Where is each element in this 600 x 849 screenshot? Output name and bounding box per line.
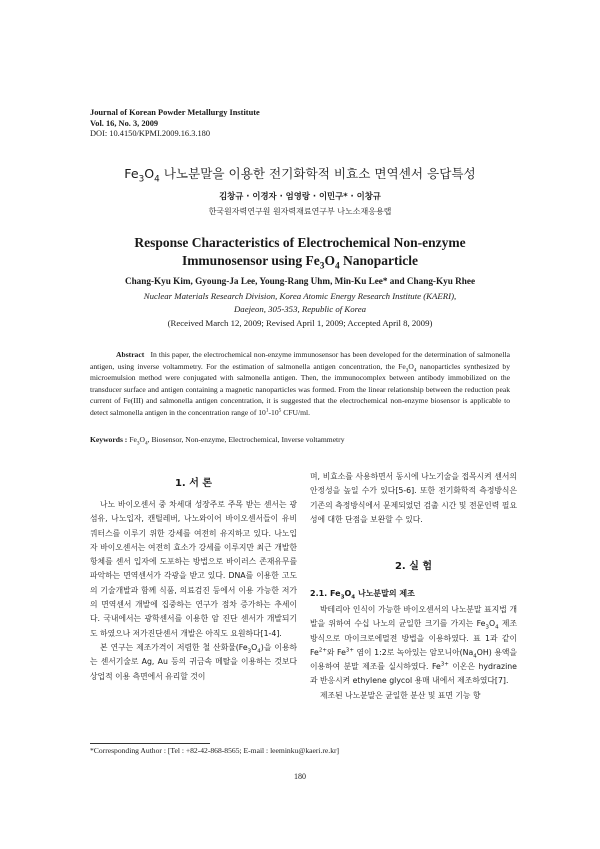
right-column-bottom [310,603,517,703]
section-2-paragraph-2: 제조된 나노분말은 균일한 분산 및 표면 기능 향 [320,690,481,700]
journal-volume: Vol. 16, No. 3, 2009 [90,118,159,128]
journal-doi: DOI: 10.4150/KPMI.2009.16.3.180 [90,129,211,139]
english-authors: Chang-Kyu Kim, Gyoung-Ja Lee, Young-Rang Uhm, Min-Ku Lee* and Chang-Kyu Rhee [124,276,476,286]
received-dates: (Received March 12, 2009; Revised April 1, 2009; Accepted April 8, 2009) [167,318,433,328]
abstract-label: Abstract [116,350,145,359]
journal-header [90,108,260,140]
right-column-paragraph: 며, 비효소를 사용하면서 동시에 나노기술을 접목시켜 센서의 안정성을 높일 수가 있다[5-6]. 또한 전기화학적 측정방식은 기존의 측정방식에서 문제되었던 검출 시간 및 전문인력 필요성에 대한 단점을 보완할 수 있다. [310,472,517,524]
journal-name: Journal of Korean Powder Metallurgy Institute [90,108,260,117]
keywords: Keywords : $Fe_3O_4$, Biosensor, Non-enzyme, Electrochemical, Inverse voltammetry [90,435,345,447]
section-1-paragraph-1: 나노 바이오센서 중 차세대 성장주로 주목 받는 센서는 광섬유, 나노입자, 캔틸레버, 나노와이어 바이오센서들이 유비쿼터스를 이루기 위한 강세를 여전히 유지하고 있다. 나노입자 바이오센서는 여전히 효소가 강세를 이루지만 최근 개발한 항체를 센서 입자에 도포하는 방법으로 바이러스 존재유무를 파악하는 면역센서가 각광을 받고 있다. DNA를 이용한 고도의 기술개발과 함께 식품, 의료검진 등에서 이용 가능한 저가의 면역센서 개발에 집중하는 연구가 점차 증가하는 추세이다. 국내에서는 광학센서를 이용한 암 진단 센서가 개발되기도 하였으나 저가진단센서 개발은 아직도 요원하다[1-4]. [90,500,297,638]
english-title: Response Characteristics of Electrochemical Non-enzyme Immunosensor using $Fe_3O_4$ Nanoparticle [134,235,466,272]
section-2-1-heading: 2.1. $Fe_3O_4$ 나노분말의 제조 [310,589,415,601]
korean-title: $Fe_3O_4$ 나노분말을 이용한 전기화학적 비효소 면역센서 응답특성 [124,166,476,185]
english-affiliation: Nuclear Materials Research Division, Korea Atomic Energy Research Institute (KAERI), Daejeon, 305-353, Republic of Korea [143,291,457,314]
left-column [90,498,297,684]
section-2-heading: 2. 실 험 [394,561,433,572]
section-1-paragraph-2: 본 연구는 제조가격이 저렴한 철 산화물$(Fe_3O_4)$을 이용하는 센서기술로 Ag, Au 등의 귀금속 메탈을 이용하는 것보다 상업적 이용 측면에서 유리할 것이 [90,642,298,681]
footnote: *Corresponding Author : [Tel : +82-42-868-8565; E-mail : leeminku@kaeri.re.kr] [90,746,340,755]
page-number: 180 [294,772,306,781]
section-1-heading: 1. 서 론 [174,478,213,489]
korean-affiliation: 한국원자력연구원 원자력재료연구부 나노소재응용랩 [208,207,392,216]
right-column-top [310,470,517,527]
abstract: Abstract In this paper, the electrochemical non-enzyme immunosensor has been developed for the determination of salmonella antigen, using inverse voltammetry. For the estimation of salmonella antigen concentration, the $Fe_3O_4$ nanoparticles synthesized by microemulsion method were conjugated with salmonella antigen. Then, the immunocomplex between antibody immobilized on the transducer surface and antigen containing a magnetic nanoparticles was formed. From the linear relationship between the reduction peak current of Fe(III) and salmonella antigen concentration, it is suggested that the electrochemical non-enzyme biosensor is applicable to detect salmonella antigen in the concentration range of $10^1-10^5$ CFU/ml. [90,350,510,417]
section-2-paragraph-1: 박테리아 인식이 가능한 바이오센서의 나노분말 표지법 개발을 위하여 수십 나노의 균일한 크기를 가지는 $Fe_3O_4$ 제조 방식으로 마이크로에멀전 방법을 이용하였다. 표 1과 같이 $Fe^{2+}$와 $Fe^{3+}$ 염이 1:2로 녹아있는 암모니아$(Na_4OH)$ 용액을 이용하여 분말 제조를 실시하였다. $Fe^{3+}$ 이온은 hydrazine과 반응시켜 ethylene glycol 용매 내에서 제조하였다[7]. [310,605,517,686]
korean-authors: 김창규 · 이경자 · 엄영랑 · 이민구* · 이창규 [219,191,381,201]
keywords-label: Keywords : [90,435,128,444]
footnote-rule [90,743,210,744]
